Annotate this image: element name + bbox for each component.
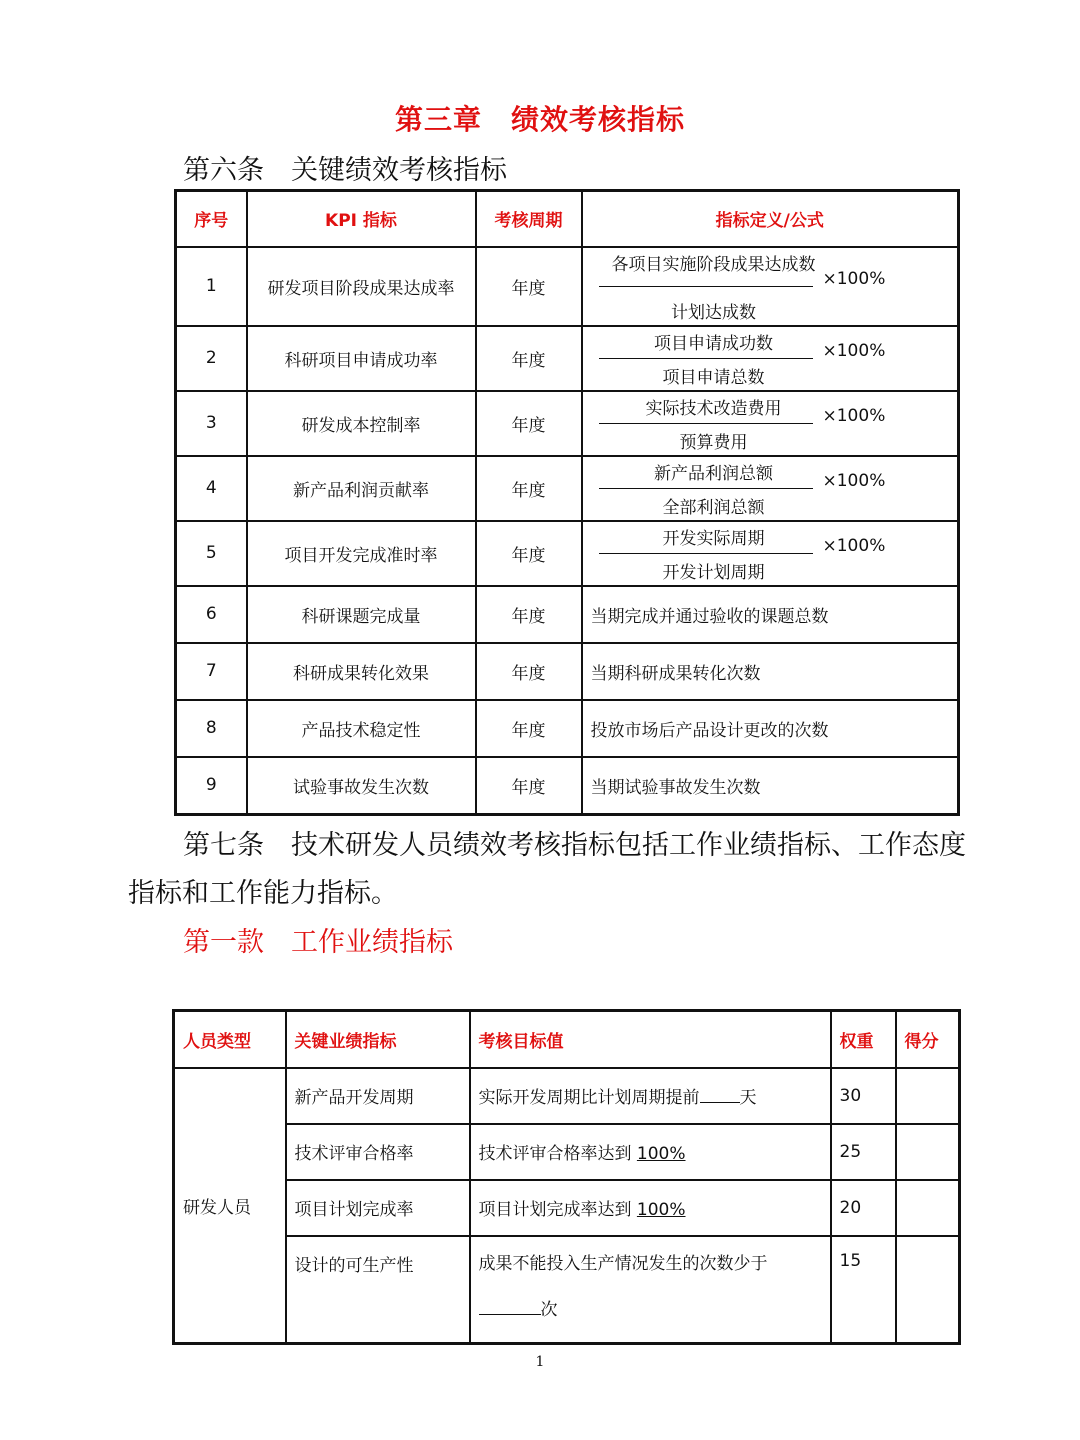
perf-target-text: 项目计划完成率达到 [478, 1200, 637, 1220]
formula-denominator: 全部利润总额 [662, 497, 765, 518]
clause-1-title: 第一款 工作业绩指标 [183, 927, 453, 958]
formula-numerator: 各项目实施阶段成果达成数 [611, 254, 816, 275]
perf-target-value: 100% [636, 1200, 686, 1220]
kpi-name: 科研成果转化效果 [247, 643, 476, 700]
kpi-definition: 投放市场后产品设计更改的次数 [582, 700, 959, 757]
kpi-definition: 当期完成并通过验收的课题总数 [582, 586, 959, 643]
kpi-name: 研发成本控制率 [247, 391, 476, 456]
perf-target-text: 技术评审合格率达到 [478, 1144, 637, 1164]
kpi-row [176, 643, 959, 700]
formula-multiplier: ×100% [822, 536, 886, 556]
perf-header-person-type: 人员类型 [174, 1011, 286, 1068]
perf-header-score: 得分 [896, 1011, 960, 1068]
kpi-no: 3 [176, 391, 247, 456]
formula-numerator: 项目申请成功数 [654, 333, 773, 354]
kpi-no: 1 [176, 247, 247, 326]
kpi-name: 产品技术稳定性 [247, 700, 476, 757]
kpi-header-definition: 指标定义/公式 [582, 191, 959, 247]
kpi-definition: 当期科研成果转化次数 [582, 643, 959, 700]
fill-blank [479, 1313, 541, 1315]
kpi-header-period: 考核周期 [476, 191, 582, 247]
chapter-title: 第三章 绩效考核指标 [394, 103, 685, 136]
formula-multiplier: ×100% [822, 471, 886, 491]
perf-score [896, 1124, 960, 1180]
kpi-row [176, 521, 959, 586]
perf-weight: 15 [831, 1236, 896, 1344]
perf-header-target: 考核目标值 [470, 1011, 831, 1068]
fraction-line [599, 358, 813, 359]
formula-denominator: 项目申请总数 [662, 367, 765, 388]
perf-indicator: 项目计划完成率 [286, 1180, 470, 1236]
kpi-name: 科研项目申请成功率 [247, 326, 476, 391]
perf-weight: 20 [831, 1180, 896, 1236]
kpi-name: 研发项目阶段成果达成率 [247, 247, 476, 326]
perf-target [470, 1068, 831, 1124]
article-7-text: 第七条 技术研发人员绩效考核指标包括工作业绩指标、工作态度指标和工作能力指标。 [128, 830, 966, 909]
kpi-table [174, 189, 960, 816]
perf-score [896, 1068, 960, 1124]
kpi-formula [582, 391, 959, 456]
kpi-no: 9 [176, 757, 247, 815]
fill-blank [700, 1101, 740, 1103]
kpi-period: 年度 [476, 643, 582, 700]
kpi-row [176, 700, 959, 757]
perf-indicator: 技术评审合格率 [286, 1124, 470, 1180]
kpi-period: 年度 [476, 391, 582, 456]
perf-header-row [174, 1011, 960, 1068]
kpi-row [176, 456, 959, 521]
perf-header-weight: 权重 [831, 1011, 896, 1068]
perf-target-value: 100% [636, 1144, 686, 1164]
kpi-header-name: KPI 指标 [247, 191, 476, 247]
perf-target-line2 [479, 1297, 822, 1323]
perf-target-unit: 天 [739, 1088, 757, 1108]
formula-numerator: 新产品利润总额 [654, 463, 773, 484]
kpi-header-no: 序号 [176, 191, 247, 247]
perf-indicator: 设计的可生产性 [286, 1236, 470, 1344]
kpi-row [176, 391, 959, 456]
kpi-formula [582, 326, 959, 391]
article-6-title: 第六条 关键绩效考核指标 [183, 155, 507, 186]
perf-score [896, 1180, 960, 1236]
kpi-definition: 当期试验事故发生次数 [582, 757, 959, 815]
perf-target [470, 1124, 831, 1180]
kpi-name: 试验事故发生次数 [247, 757, 476, 815]
fraction-line [599, 553, 813, 554]
perf-target-text: 实际开发周期比计划周期提前 [478, 1088, 700, 1108]
kpi-row [176, 326, 959, 391]
formula-denominator: 预算费用 [679, 432, 748, 453]
kpi-row [176, 757, 959, 815]
perf-row [174, 1124, 960, 1180]
perf-weight: 25 [831, 1124, 896, 1180]
formula-multiplier: ×100% [822, 341, 886, 361]
formula-denominator: 开发计划周期 [662, 562, 765, 583]
perf-header-indicator: 关键业绩指标 [286, 1011, 470, 1068]
kpi-period: 年度 [476, 700, 582, 757]
kpi-row [176, 247, 959, 326]
perf-target [470, 1180, 831, 1236]
formula-numerator: 实际技术改造费用 [645, 398, 782, 419]
kpi-formula [582, 247, 959, 326]
formula-multiplier: ×100% [822, 269, 886, 289]
page-number: 1 [535, 1354, 545, 1370]
kpi-no: 7 [176, 643, 247, 700]
kpi-no: 2 [176, 326, 247, 391]
kpi-header-row [176, 191, 959, 247]
fraction-line [599, 423, 813, 424]
kpi-name: 科研课题完成量 [247, 586, 476, 643]
perf-target [470, 1236, 831, 1344]
kpi-period: 年度 [476, 586, 582, 643]
perf-weight: 30 [831, 1068, 896, 1124]
formula-multiplier: ×100% [822, 406, 886, 426]
fraction-line [599, 286, 813, 287]
formula-denominator: 计划达成数 [671, 302, 756, 323]
kpi-no: 6 [176, 586, 247, 643]
perf-row [174, 1068, 960, 1124]
kpi-name: 项目开发完成准时率 [247, 521, 476, 586]
kpi-no: 8 [176, 700, 247, 757]
formula-numerator: 开发实际周期 [662, 528, 765, 549]
perf-target-unit: 次 [540, 1299, 558, 1320]
kpi-formula [582, 456, 959, 521]
kpi-period: 年度 [476, 326, 582, 391]
fraction-line [599, 488, 813, 489]
kpi-period: 年度 [476, 247, 582, 326]
perf-target-text: 成果不能投入生产情况发生的次数少于 [478, 1253, 768, 1274]
kpi-period: 年度 [476, 456, 582, 521]
perf-score [896, 1236, 960, 1344]
perf-row [174, 1180, 960, 1236]
performance-table [172, 1009, 961, 1345]
kpi-period: 年度 [476, 757, 582, 815]
kpi-row [176, 586, 959, 643]
kpi-no: 5 [176, 521, 247, 586]
kpi-name: 新产品利润贡献率 [247, 456, 476, 521]
perf-row [174, 1236, 960, 1344]
kpi-period: 年度 [476, 521, 582, 586]
perf-indicator: 新产品开发周期 [286, 1068, 470, 1124]
person-type-cell: 研发人员 [174, 1068, 286, 1344]
kpi-formula [582, 521, 959, 586]
kpi-no: 4 [176, 456, 247, 521]
